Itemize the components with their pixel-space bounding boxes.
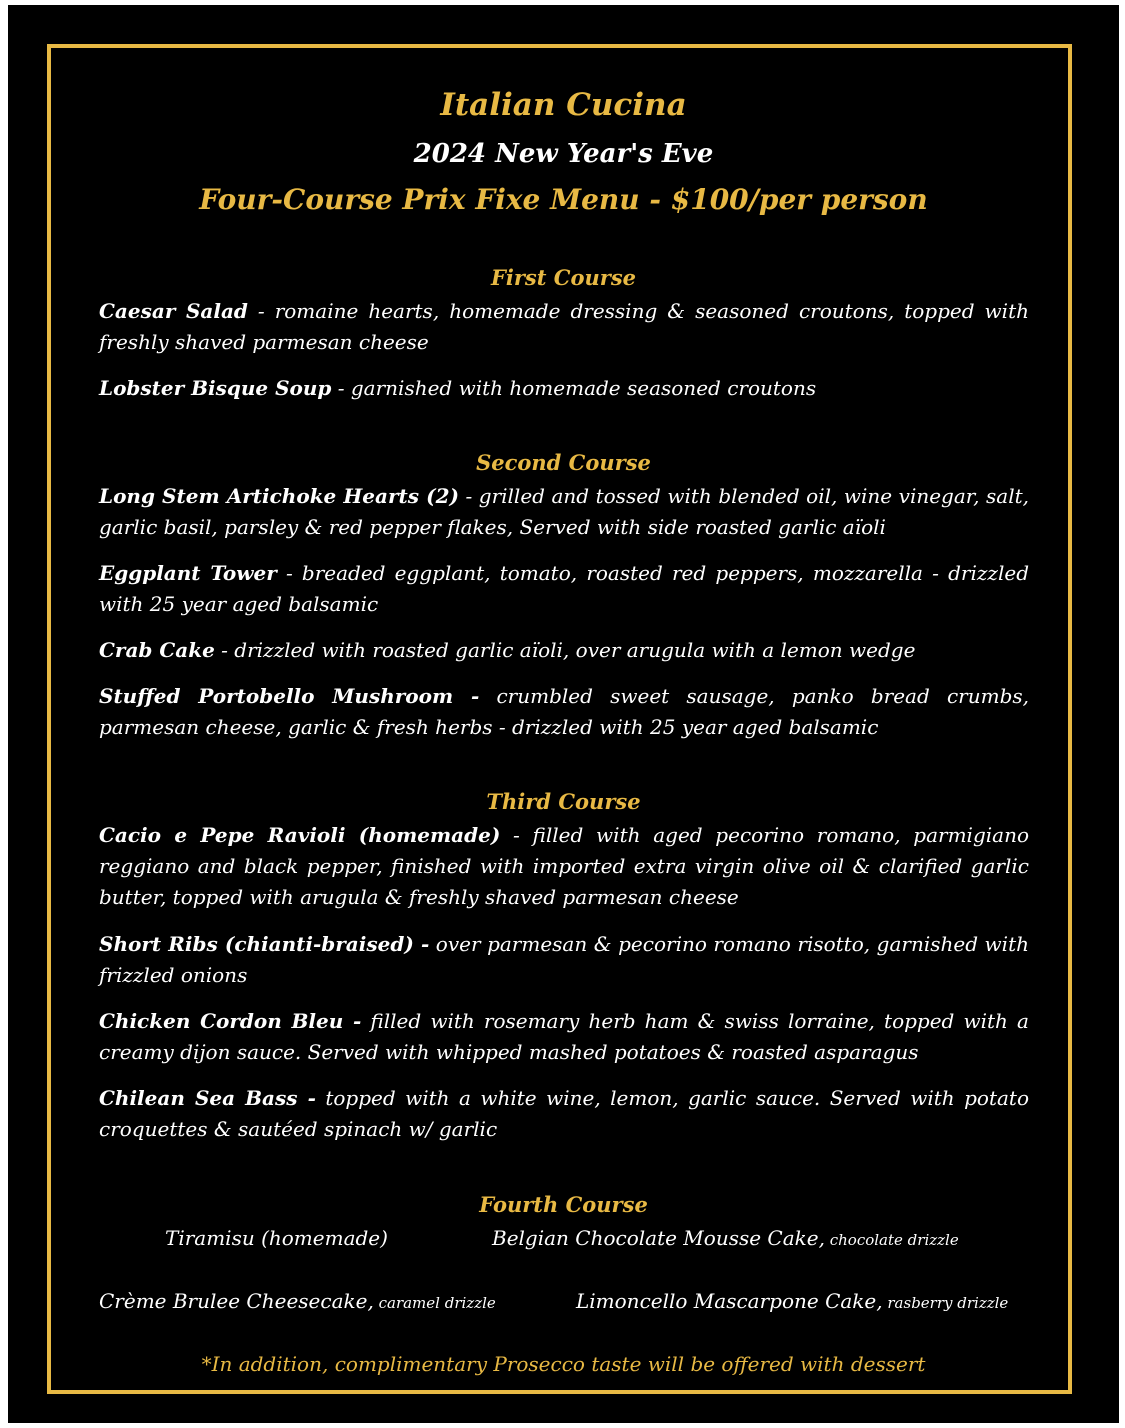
item-description: - filled with aged pecorino romano, parmigiano reggiano and black pepper, finished with imported extra virgin olive oil & clarified garlic butter, topped with arugula & freshly shaved parmesan cheese xyxy=(99,823,1029,909)
item-name: Long Stem Artichoke Hearts (2) xyxy=(99,484,459,508)
dessert-note: chocolate drizzle xyxy=(824,1231,959,1249)
dessert-chocolate-mousse-cake xyxy=(492,1226,959,1250)
item-name: Cacio e Pepe Ravioli (homemade) xyxy=(99,823,501,847)
menu-sheet xyxy=(8,5,1119,1423)
menu-item-eggplant-tower xyxy=(99,558,1029,620)
item-name: Lobster Bisque Soup xyxy=(99,376,332,400)
course-heading-second: Second Course xyxy=(476,450,651,475)
prosecco-footnote: *In addition, complimentary Prosecco taste will be offered with dessert xyxy=(201,1352,926,1376)
item-name: Short Ribs (chianti-braised) - xyxy=(99,932,430,956)
menu-item-crab-cake xyxy=(99,635,1029,666)
menu-item-lobster-bisque xyxy=(99,373,1029,404)
course-heading-first: First Course xyxy=(490,265,637,290)
dessert-note: caramel drizzle xyxy=(373,1294,496,1312)
item-name: Crab Cake xyxy=(99,638,215,662)
item-description: filled with rosemary herb ham & swiss lorraine, topped with a creamy dijon sauce. Served with whipped mashed potatoes & roasted asparagus xyxy=(99,1009,1029,1064)
item-name: Chicken Cordon Bleu - xyxy=(99,1009,362,1033)
item-description: - romaine hearts, homemade dressing & seasoned croutons, topped with freshly shaved parmesan cheese xyxy=(99,299,1029,354)
item-description: - garnished with homemade seasoned croutons xyxy=(331,376,817,400)
dessert-tiramisu xyxy=(165,1226,388,1250)
menu-item-short-ribs xyxy=(99,929,1029,991)
dessert-name: Crème Brulee Cheesecake, xyxy=(99,1289,374,1313)
dessert-note: rasberry drizzle xyxy=(882,1294,1009,1312)
course-heading-fourth: Fourth Course xyxy=(479,1192,648,1217)
dessert-name: Limoncello Mascarpone Cake, xyxy=(576,1289,883,1313)
menu-item-chilean-sea-bass xyxy=(99,1083,1029,1145)
item-name: Stuffed Portobello Mushroom - xyxy=(99,684,480,708)
item-name: Caesar Salad xyxy=(99,299,248,323)
event-title: 2024 New Year's Eve xyxy=(413,139,714,169)
menu-pricing: Four-Course Prix Fixe Menu - $100/per person xyxy=(199,183,928,216)
menu-item-chicken-cordon-bleu xyxy=(99,1006,1029,1068)
menu-item-caesar-salad xyxy=(99,296,1029,358)
item-name: Chilean Sea Bass - xyxy=(99,1086,316,1110)
menu-item-cacio-e-pepe-ravioli xyxy=(99,820,1029,913)
menu-item-stuffed-portobello xyxy=(99,681,1029,743)
item-description: over parmesan & pecorino romano risotto, garnished with frizzled onions xyxy=(99,932,1029,987)
dessert-creme-brulee-cheesecake xyxy=(99,1289,496,1313)
item-description: - breaded eggplant, tomato, roasted red peppers, mozzarella - drizzled with 25 year aged balsamic xyxy=(99,561,1029,616)
restaurant-name: Italian Cucina xyxy=(440,87,687,123)
item-description: topped with a white wine, lemon, garlic sauce. Served with potato croquettes & sautéed spinach w/ garlic xyxy=(99,1086,1029,1141)
dessert-name: Tiramisu (homemade) xyxy=(165,1226,388,1250)
item-description: crumbled sweet sausage, panko bread crumbs, parmesan cheese, garlic & fresh herbs - drizzled with 25 year aged balsamic xyxy=(99,684,1029,739)
menu-item-artichoke-hearts xyxy=(99,481,1029,543)
item-name: Eggplant Tower xyxy=(99,561,277,585)
dessert-limoncello-mascarpone-cake xyxy=(576,1289,1008,1313)
item-description: - grilled and tossed with blended oil, wine vinegar, salt, garlic basil, parsley & red pepper flakes, Served with side roasted garlic aïoli xyxy=(99,484,1029,539)
item-description: - drizzled with roasted garlic aïoli, over arugula with a lemon wedge xyxy=(214,638,916,662)
dessert-name: Belgian Chocolate Mousse Cake, xyxy=(492,1226,825,1250)
course-heading-third: Third Course xyxy=(486,789,641,814)
